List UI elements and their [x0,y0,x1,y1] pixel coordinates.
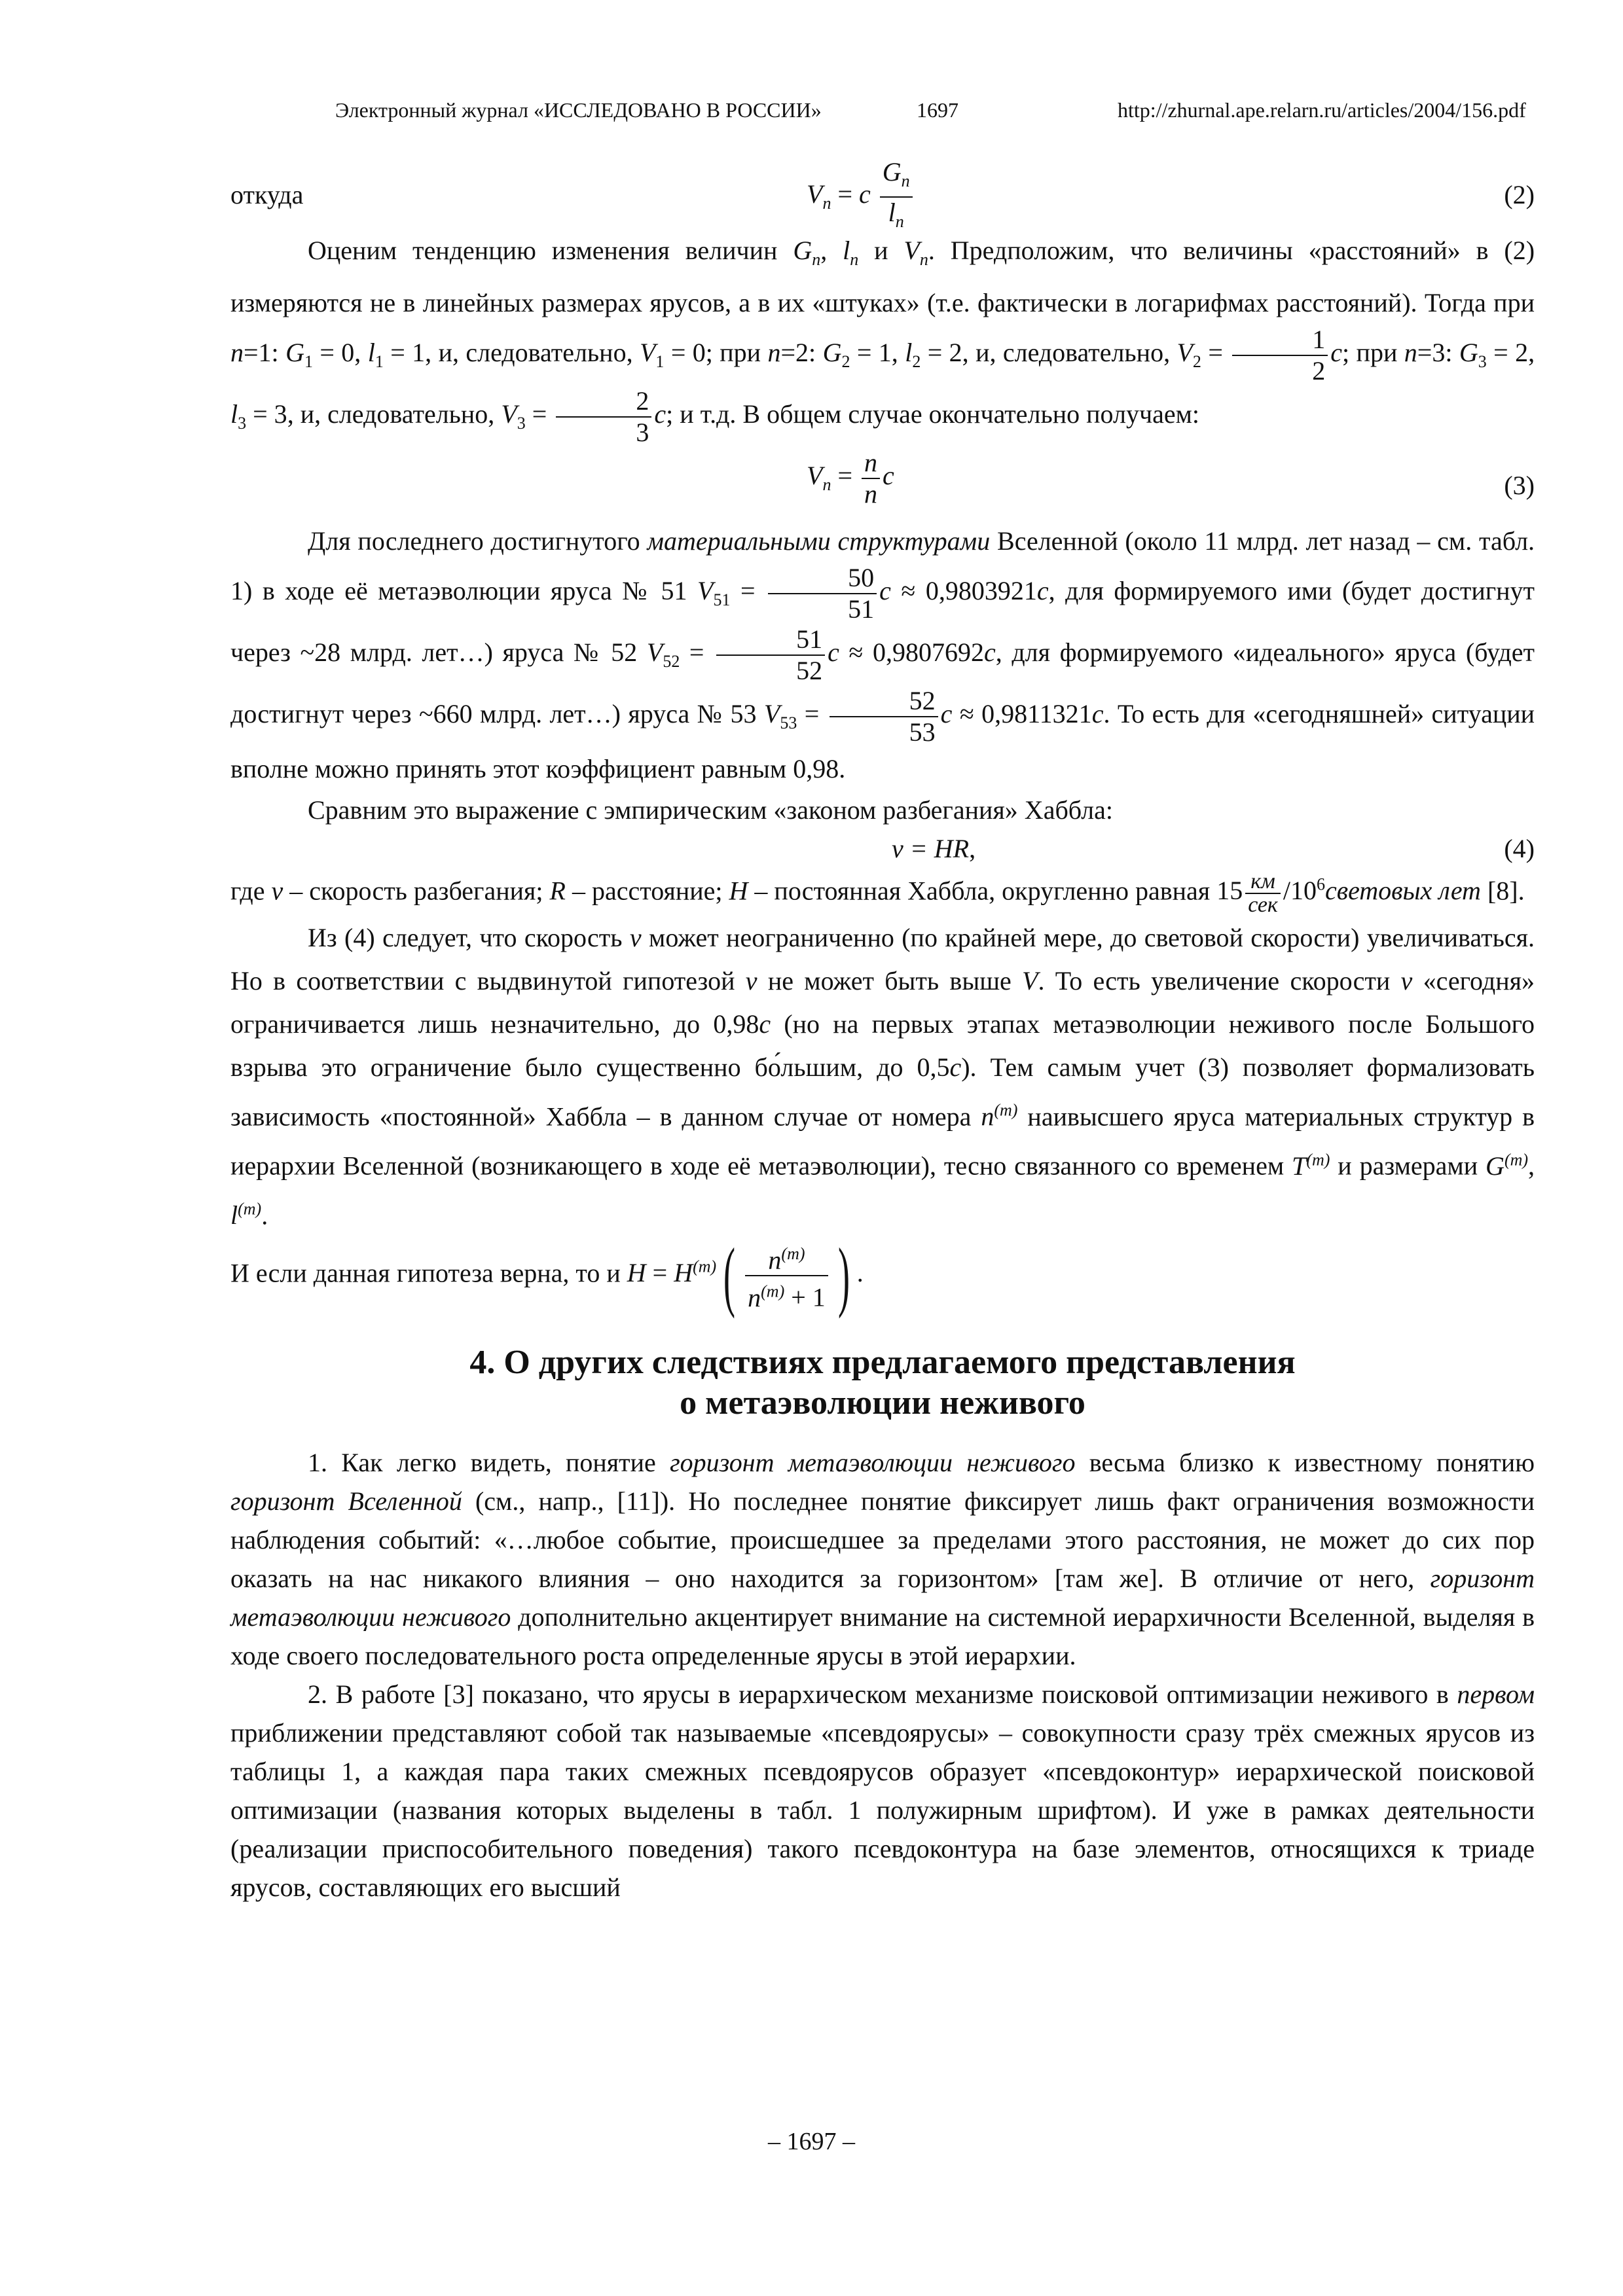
paragraph-hubble-intro: Сравним это выражение с эмпирическим «законом разбегания» Хаббла: [308,795,1113,825]
equation-4-formula: v = HR, [892,834,976,863]
paragraph-item-2: 2. В работе [3] показано, что ярусы в иерархическом механизме поисковой оптимизации неживого в первом приближении представляют собой так называемые «псевдоярусы» – совокупности сразу трёх смежных ярусов из таблицы 1, а каждая пара таких смежных псевдоярусов образует «псевдоконтур» иерархической поисковой оптимизации (названия которых выделены в табл. 1 полужирным шрифтом). И уже в рамках деятельности (реализации приспособительного поведения) такого псевдоконтура на базе элементов, относящихся к триаде ярусов, составляющих его высший [230,1679,1535,1903]
section-heading-line-2: о метаэволюции неживого [680,1384,1085,1422]
paragraph-tiers: Для последнего достигнутого материальными структурами Вселенной (около 11 млрд. лет назад – см. табл. 1) в ходе её метаэволюции яруса № 51 $V_{51}$ = $\frac{50}{51}$ c ≈ 0,9803921c, для формируемого ими (будет достигнут через ~28 млрд. лет…) яруса № 52 $V_{52}$ = $\frac{51}{52}$ c ≈ 0,9807692c, для формируемого «идеального» яруса (будет достигнут через ~660 млрд. лет…) яруса № 53 $V_{53}$ = $\frac{52}{53}$ c ≈ 0,9811321c. То есть для «сегодняшней» ситуации вполне можно принять этот коэффициент равным 0,98. [230,526,1535,783]
equation-4-number: (4) [1504,834,1535,863]
equation-3-formula: $V_n$ = $\frac{n}{n}$ c [807,448,894,509]
paragraph-hubble-definitions: где v – скорость разбегания; R – расстояние; H – постоянная Хаббла, округленно равная 15 $\frac{км}{\text{сек}}$ $/10^6световых$ лет [8]. [230,869,1525,918]
article-body [230,157,1535,1907]
paragraph-hypothesis: Из (4) следует, что скорость v может неограниченно (по крайней мере, до световой скорости) увеличиваться. Но в соответствии с выдвинутой гипотезой v не может быть выше V. То есть увеличение скорости v «сегодня» ограничивается лишь незначительно, до 0,98c (но на первых этапах метаэволюции неживого после Большого взрыва это ограничение было существенно бо́льшим, до 0,5c). Тем самым учет (3) позволяет формализовать зависимость «постоянной» Хаббла – в данном случае от номера $n^{(m)}$ наивысшего яруса материальных структур в иерархии Вселенной (возникающего в ходе её метаэволюции), тесно связанного со временем $T^{(m)}$ и размерами $G^{(m)}$, $l^{(m)}$. [230,923,1535,1230]
header-page-number: 1697 [917,98,958,122]
section-heading [230,1342,1535,1424]
header-journal: Электронный журнал «ИССЛЕДОВАНО В РОССИИ» [335,98,822,122]
equation-3-number: (3) [1504,471,1535,500]
equation-2-formula: $V_n = c$ $\frac{G_n}{l_n}$ [807,157,915,237]
paragraph-item-1: 1. Как легко видеть, понятие горизонт метаэволюции неживого весьма близко к известному понятию горизонт Вселенной (см., напр., [11]). Но последнее понятие фиксирует лишь факт ограничения возможности наблюдения событий: «…любое событие, происшедшее за пределами этого расстояния, не может до сих пор оказать на нас никакого влияния – оно находится за горизонтом» [там же]. В отличие от него, горизонт метаэволюции неживого дополнительно акцентирует внимание на системной иерархичности Вселенной, выделяя в ходе своего последовательного роста определенные ярусы в этой иерархии. [230,1448,1535,1671]
equation-2-label: откуда [230,180,304,209]
header-url[interactable]: http://zhurnal.ape.relarn.ru/articles/2004/156.pdf [1118,98,1526,122]
equation-2 [230,157,1535,229]
paragraph-trend: Оценим тенденцию изменения величин $G_n$, $l_n$ и $V_n$. Предположим, что величины «расстояний» в (2) измеряются не в линейных размерах ярусов, а в их «штуках» (т.е. фактически в логарифмах расстояний). Тогда при n=1: $G_1 = 0$, $l_1 = 1$, и, следовательно, $V_1 = 0$; при n=2: $G_2 = 1$, $l_2 = 2$, и, следовательно, $V_2$ = $\frac{1}{2}$ c; при n=3: $G_3 = 2$, $l_3 = 3$, и, следовательно, $V_3$ = $\frac{2}{3}$ c; и т.д. В общем случае окончательно получаем: [230,236,1535,447]
footer-page-number: – 1697 – [768,2128,855,2155]
equation-3 [230,448,1535,520]
equation-2-number: (2) [1504,180,1535,209]
section-heading-line-1: 4. О других следствиях предлагаемого представления [469,1344,1296,1382]
equation-4 [230,829,1535,863]
paragraph-hypothesis-formula: И если данная гипотеза верна, то и $H = H^{(m)}$( $\frac{n^{(m)}}{n^{(m)} + 1}$ ) . [230,1232,864,1319]
